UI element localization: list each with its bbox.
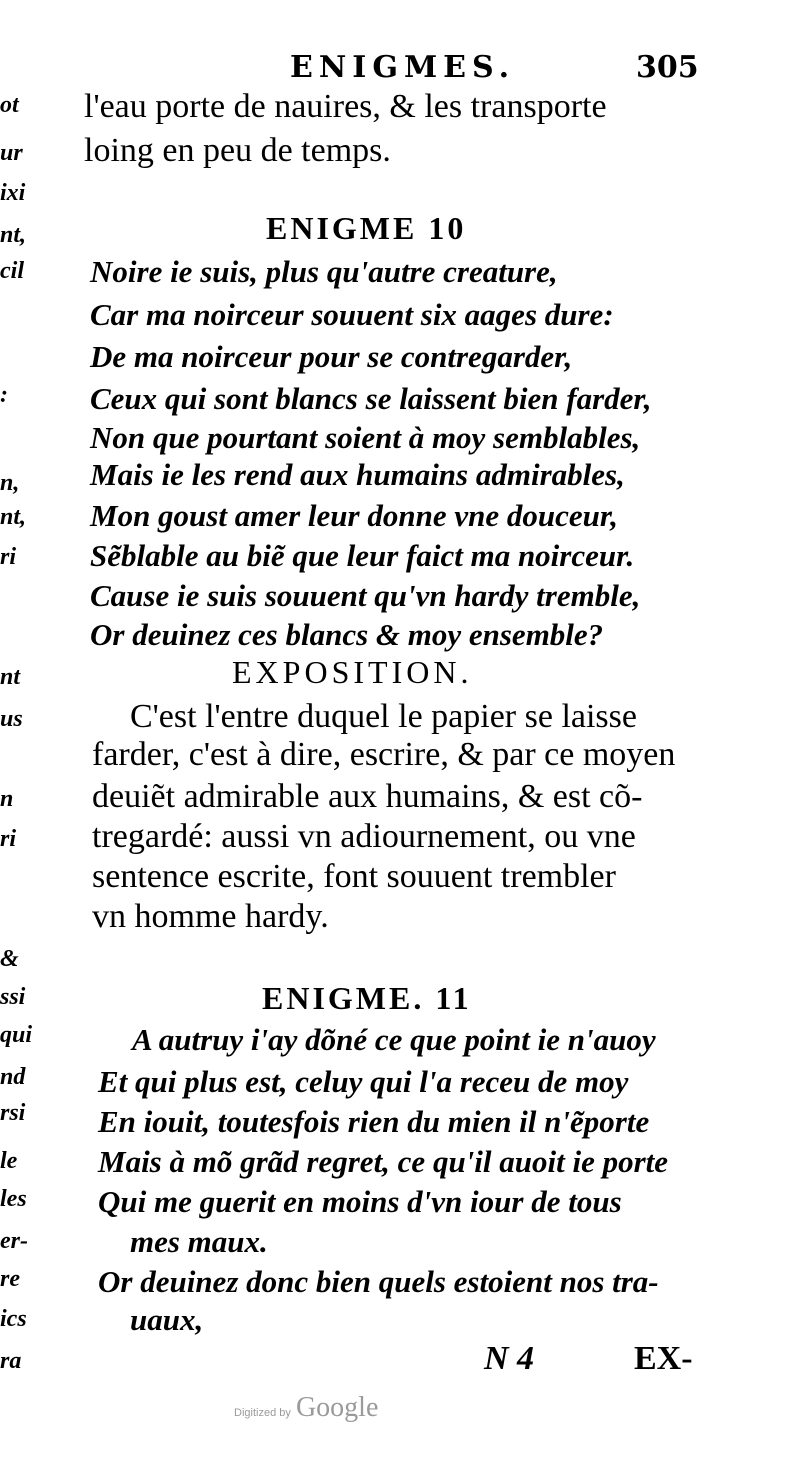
verse-line: En iouit, toutesfois rien du mien il n'ẽporte xyxy=(98,1104,650,1139)
text-line: vn homme hardy. xyxy=(92,898,329,935)
margin-fragment: les xyxy=(0,1186,27,1212)
margin-fragment: qui xyxy=(0,1022,33,1048)
catchword: EX- xyxy=(634,1340,693,1377)
verse-line: Cause ie suis souuent qu'vn hardy tremble, xyxy=(90,578,641,613)
margin-fragment: ssi xyxy=(0,984,26,1010)
verse-line: De ma noirceur pour se contregarder, xyxy=(90,339,573,374)
verse-line: Car ma noirceur souuent six aages dure: xyxy=(90,297,614,332)
verse-line: uaux, xyxy=(130,1302,204,1337)
verse-line: mes maux. xyxy=(130,1224,268,1259)
text-line: loing en peu de temps. xyxy=(84,132,391,169)
watermark-small-text: Digitized by xyxy=(234,1407,291,1419)
signature-mark: N 4 xyxy=(484,1340,535,1377)
margin-fragment: n, xyxy=(0,470,20,496)
margin-fragment: ics xyxy=(0,1306,27,1332)
watermark-logo-text: Google xyxy=(295,1392,379,1423)
margin-fragment: ra xyxy=(0,1348,22,1374)
margin-fragment: cil xyxy=(0,258,24,284)
text-line: C'est l'entre duquel le papier se laisse xyxy=(130,698,637,735)
margin-fragment: rsi xyxy=(0,1100,26,1126)
running-head: ENIGMES. xyxy=(290,50,516,85)
verse-line: Non que pourtant soient à moy semblables, xyxy=(90,420,641,455)
margin-fragment: ot xyxy=(0,92,19,118)
verse-line: Sẽblable au biẽ que leur faict ma noirceur. xyxy=(90,538,635,573)
verse-line: Or deuinez donc bien quels estoient nos tra- xyxy=(98,1264,659,1299)
verse-line: Mais ie les rend aux humains admirables, xyxy=(90,457,625,492)
margin-fragment: nt, xyxy=(0,222,27,248)
enigme-11-title: ENIGME. 11 xyxy=(262,980,472,1016)
text-line: sentence escrite, font souuent trembler xyxy=(92,858,616,895)
margin-fragment: ri xyxy=(0,544,17,570)
verse-line: Noire ie suis, plus qu'autre creature, xyxy=(90,254,558,289)
text-line: l'eau porte de nauires, & les transporte xyxy=(84,88,607,125)
margin-fragment: & xyxy=(0,946,19,972)
margin-fragment: : xyxy=(0,382,8,408)
margin-fragment: ixi xyxy=(0,180,26,206)
page-number: 305 xyxy=(636,50,699,85)
margin-fragment: n xyxy=(0,786,14,812)
verse-line: Qui me guerit en moins d'vn iour de tous xyxy=(98,1184,622,1219)
margin-fragment: le xyxy=(0,1148,18,1174)
verse-line: A autruy i'ay dõné ce que point ie n'auoy xyxy=(132,1022,656,1057)
margin-fragment: er- xyxy=(0,1228,28,1254)
verse-line: Mon goust amer leur donne vne douceur, xyxy=(90,498,618,533)
margin-fragment: nd xyxy=(0,1064,26,1090)
verse-line: Mais à mõ grãd regret, ce qu'il auoit ie porte xyxy=(98,1144,669,1179)
text-line: tregardé: aussi vn adiournement, ou vne xyxy=(92,818,636,855)
digitized-watermark xyxy=(234,1392,378,1424)
text-line: farder, c'est à dire, escrire, & par ce moyen xyxy=(92,736,676,773)
margin-fragment: re xyxy=(0,1266,20,1292)
margin-fragment: nt, xyxy=(0,504,27,530)
enigme-10-title: ENIGME 10 xyxy=(266,210,467,246)
verse-line: Et qui plus est, celuy qui l'a receu de moy xyxy=(98,1064,629,1099)
margin-fragment: nt xyxy=(0,664,21,690)
verse-line: Or deuinez ces blancs & moy ensemble? xyxy=(90,617,604,652)
exposition-title: EXPOSITION. xyxy=(232,654,473,690)
margin-fragment: ri xyxy=(0,826,17,852)
margin-fragment: us xyxy=(0,706,23,732)
text-line: deuiẽt admirable aux humains, & est cõ- xyxy=(92,778,643,815)
verse-line: Ceux qui sont blancs se laissent bien farder, xyxy=(90,381,652,416)
margin-fragment: ur xyxy=(0,140,23,166)
